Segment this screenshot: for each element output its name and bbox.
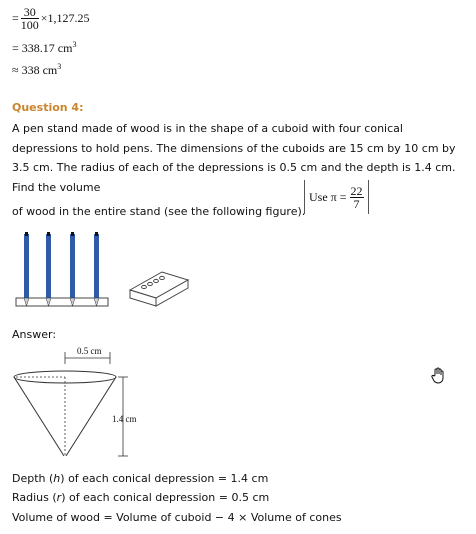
cuboid-stand (130, 272, 188, 306)
depth-variable: h (53, 472, 61, 485)
depth-text-end: ) of each conical depression = 1.4 cm (60, 472, 269, 485)
radius-variable: r (56, 491, 62, 504)
cubic-exponent: 3 (72, 40, 77, 49)
answer-line-depth (12, 472, 268, 485)
cone-right-side (66, 377, 116, 456)
pen-1 (24, 232, 29, 306)
question-text-tail: of wood in the entire stand (see the following figure). (12, 205, 306, 218)
radius-text-start: Radius ( (12, 491, 57, 504)
cone-depth-label: 1.4 cm (112, 414, 137, 424)
pi-denominator: 7 (353, 196, 360, 211)
pi-note (304, 180, 369, 214)
multiplication-term: ×1,127.25 (40, 11, 90, 25)
radius-text-end: ) of each conical depression = 0.5 cm (61, 491, 270, 504)
rounded-value: ≈ 338 cm (12, 63, 58, 77)
result-value: = 338.17 cm (12, 41, 73, 55)
fraction-30-100 (21, 6, 39, 31)
answer-line-radius (12, 491, 269, 504)
question-text: A pen stand made of wood is in the shape of a cuboid with four conical depressions to hold pens. The dimensions of the cuboids are 15 cm by 10 cm by 3.5 cm. The radius of each of the depressions is 0.5 cm and the depth is 1.4 cm. Find the volume (12, 122, 456, 194)
cubic-exponent: 3 (57, 62, 62, 71)
cone-radius-label: 0.5 cm (77, 346, 102, 356)
pi-fraction (350, 185, 364, 210)
answer-line-volume: Volume of wood = Volume of cuboid − 4 × Volume of cones (12, 511, 342, 524)
calc-line-2 (12, 40, 76, 56)
pen-3 (70, 232, 75, 306)
question-heading: Question 4: (12, 101, 84, 114)
equals-sign: = (12, 11, 19, 25)
answer-heading: Answer: (12, 328, 57, 341)
cone-figure (8, 344, 148, 468)
pi-numerator: 22 (350, 183, 363, 198)
fraction-denominator: 100 (20, 18, 39, 32)
fraction-numerator: 30 (21, 6, 39, 19)
pen-2 (46, 232, 51, 306)
pen-stand-figure (12, 228, 194, 310)
calc-line-1 (12, 6, 90, 31)
pi-label: Use π = (309, 189, 347, 204)
pen-4 (94, 232, 99, 306)
hand-cursor-icon (431, 367, 447, 385)
pi-note-bracket (304, 180, 369, 214)
depth-text-start: Depth ( (12, 472, 54, 485)
calc-line-3 (12, 62, 61, 78)
cone-left-side (14, 377, 64, 456)
